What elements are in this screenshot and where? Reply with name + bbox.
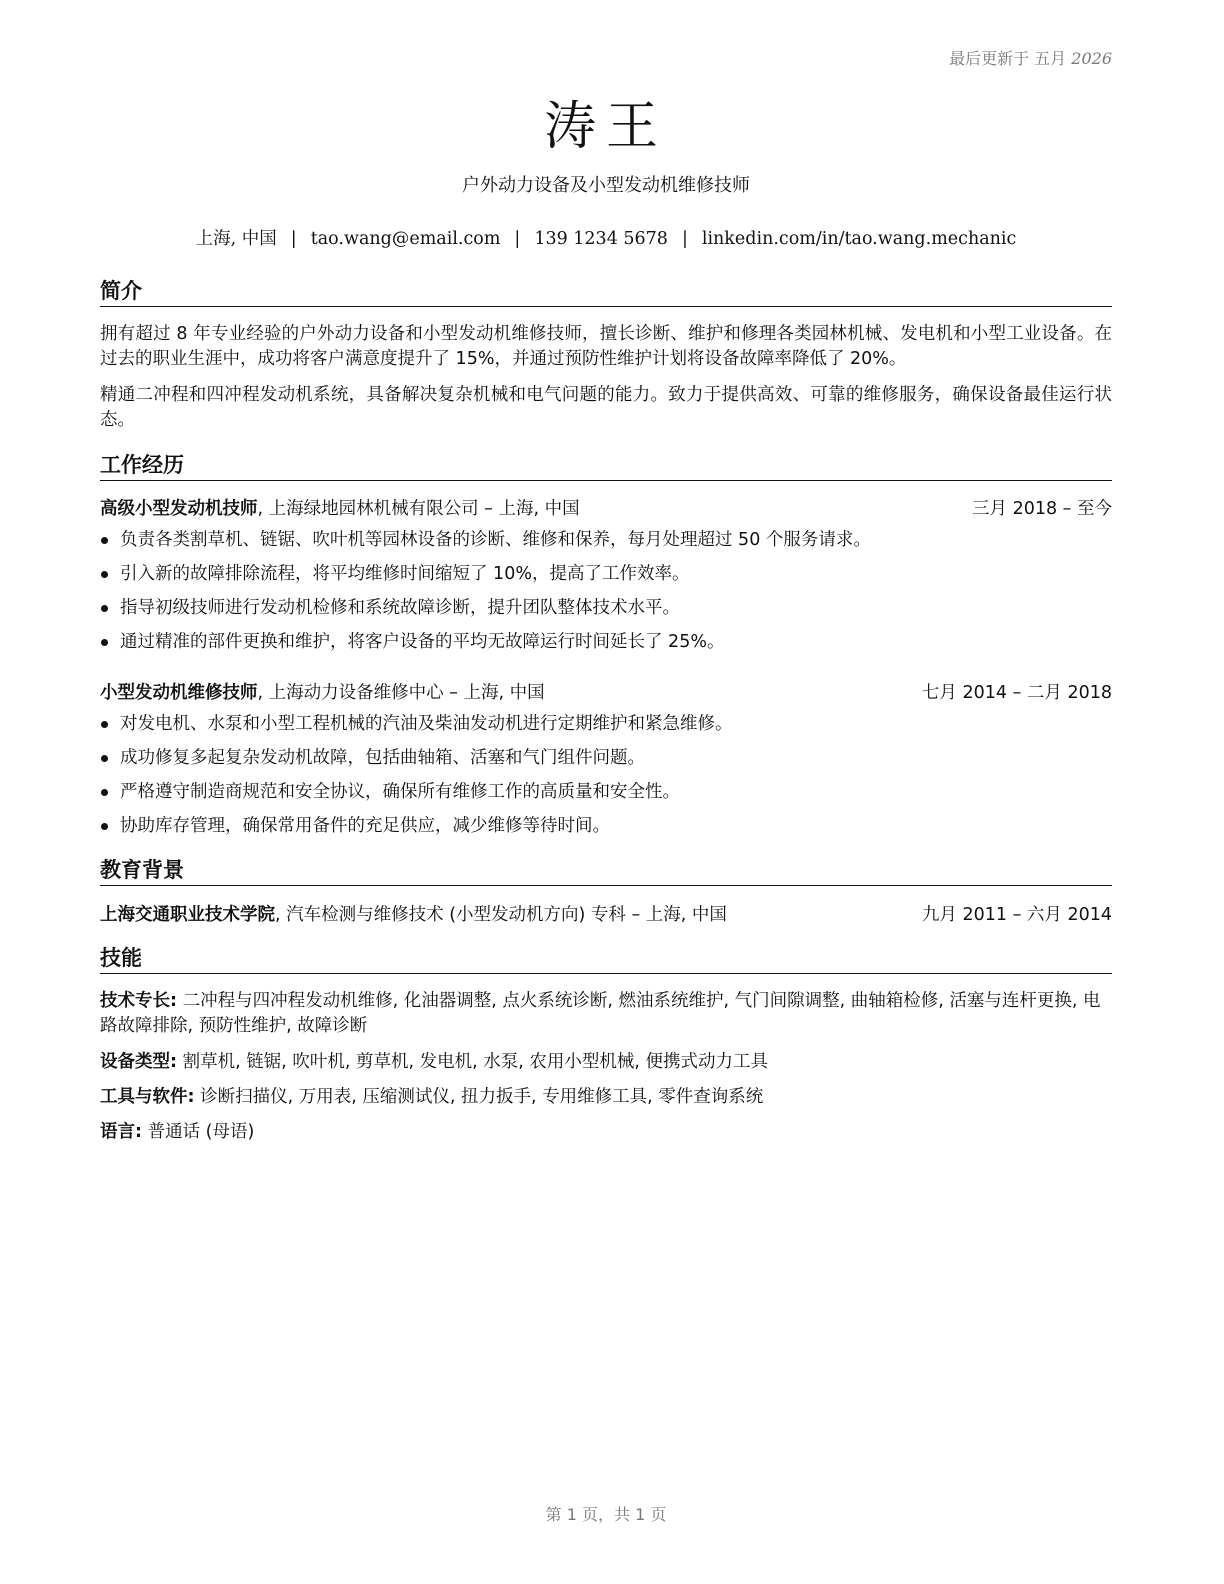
bullet-text: 负责各类割草机、链锯、吹叶机等园林设备的诊断、维修和保养，每月处理超过 50 个服务请求。 (120, 530, 871, 550)
list-item (100, 712, 1112, 746)
bullet-dot-icon (101, 571, 108, 578)
list-item (100, 746, 1112, 780)
summary-paragraph: 精通二冲程和四冲程发动机系统，具备解决复杂机械和电气问题的能力。致力于提供高效、可靠的维修服务，确保设备最佳运行状态。 (100, 385, 1112, 430)
education-dates: 九月 2011 – 六月 2014 (921, 905, 1112, 925)
list-item (100, 528, 1112, 562)
education-school: 上海交通职业技术学院 (100, 905, 275, 925)
job-bullets (100, 528, 1112, 664)
candidate-role: 户外动力设备及小型发动机维修技师 (462, 175, 750, 196)
skill-label: 工具与软件: (100, 1087, 195, 1107)
bullet-text: 成功修复多起复杂发动机故障，包括曲轴箱、活塞和气门组件问题。 (120, 748, 645, 768)
bullet-dot-icon (101, 639, 108, 646)
bullet-dot-icon (101, 605, 108, 612)
list-item (100, 630, 1112, 664)
skills-heading: 技能 (100, 945, 1112, 974)
skill-value: 诊断扫描仪, 万用表, 压缩测试仪, 扭力扳手, 专用维修工具, 零件查询系统 (200, 1087, 764, 1107)
bullet-dot-icon (101, 721, 108, 728)
list-item (100, 780, 1112, 814)
job-title: 小型发动机维修技师 (100, 683, 258, 703)
resume-page (100, 0, 1112, 1584)
bullet-dot-icon (101, 823, 108, 830)
experience-heading: 工作经历 (100, 452, 1112, 481)
bullet-text: 通过精准的部件更换和维护，将客户设备的平均无故障运行时间延长了 25%。 (120, 632, 725, 652)
last-updated-year: 2026 (1071, 49, 1112, 68)
job-company: , 上海绿地园林机械有限公司 – 上海, 中国 (257, 499, 580, 519)
bullet-dot-icon (101, 789, 108, 796)
bullet-text: 指导初级技师进行发动机检修和系统故障诊断，提升团队整体技术水平。 (120, 598, 680, 618)
job-header (100, 497, 1112, 521)
bullet-text: 协助库存管理，确保常用备件的充足供应，减少维修等待时间。 (120, 816, 610, 836)
education-detail: , 汽车检测与维修技术 (小型发动机方向) 专科 – 上海, 中国 (275, 905, 727, 925)
job-dates: 七月 2014 – 二月 2018 (921, 683, 1112, 703)
candidate-name: 涛王 (543, 97, 668, 157)
summary-heading: 简介 (100, 278, 1112, 307)
contact-linkedin[interactable]: linkedin.com/in/tao.wang.mechanic (701, 229, 1017, 249)
contact-email[interactable]: tao.wang@email.com (310, 229, 501, 249)
skill-value: 普通话 (母语) (147, 1122, 255, 1142)
skill-label: 技术专长: (100, 991, 177, 1011)
contact-separator: | (514, 229, 521, 249)
skill-value: 割草机, 链锯, 吹叶机, 剪草机, 发电机, 水泵, 农用小型机械, 便携式动力工具 (182, 1052, 768, 1072)
education-entry (100, 903, 1112, 927)
summary-paragraph: 拥有超过 8 年专业经验的户外动力设备和小型发动机维修技师，擅长诊断、维护和修理各类园林机械、发电机和小型工业设备。在过去的职业生涯中，成功将客户满意度提升了 15%，并通过预防性维护计划将设备故障率降低了 20%。 (100, 324, 1112, 369)
list-item (100, 814, 1112, 848)
job-bullets (100, 712, 1112, 848)
bullet-text: 对发电机、水泵和小型工程机械的汽油及柴油发动机进行定期维护和紧急维修。 (120, 714, 733, 734)
job-dates: 三月 2018 – 至今 (972, 499, 1112, 519)
list-item (100, 562, 1112, 596)
bullet-text: 严格遵守制造商规范和安全协议，确保所有维修工作的高质量和安全性。 (120, 782, 680, 802)
job-title: 高级小型发动机技师 (100, 499, 258, 519)
contact-separator: | (290, 229, 297, 249)
contact-line (100, 225, 1112, 250)
contact-location: 上海, 中国 (195, 229, 277, 249)
skill-row (100, 1085, 1112, 1110)
contact-phone: 139 1234 5678 (534, 229, 668, 249)
list-item (100, 596, 1112, 630)
bullet-dot-icon (101, 755, 108, 762)
skill-row (100, 989, 1112, 1039)
bullet-text: 引入新的故障排除流程，将平均维修时间缩短了 10%，提高了工作效率。 (120, 564, 690, 584)
bullet-dot-icon (101, 537, 108, 544)
skill-value: 二冲程与四冲程发动机维修, 化油器调整, 点火系统诊断, 燃油系统维护, 气门间隙调整, 曲轴箱检修, 活塞与连杆更换, 电路故障排除, 预防性维护, 故障诊断 (100, 991, 1101, 1036)
last-updated-label: 最后更新于 五月 (949, 49, 1067, 68)
education-heading: 教育背景 (100, 857, 1112, 886)
last-updated (949, 46, 1112, 69)
job-company: , 上海动力设备维修中心 – 上海, 中国 (257, 683, 545, 703)
skill-label: 设备类型: (100, 1052, 177, 1072)
job-header (100, 681, 1112, 705)
page-number: 第 1 页，共 1 页 (545, 1505, 667, 1524)
contact-separator: | (681, 229, 688, 249)
skill-label: 语言: (100, 1122, 142, 1142)
skill-row (100, 1050, 1112, 1075)
skill-row (100, 1120, 1112, 1145)
